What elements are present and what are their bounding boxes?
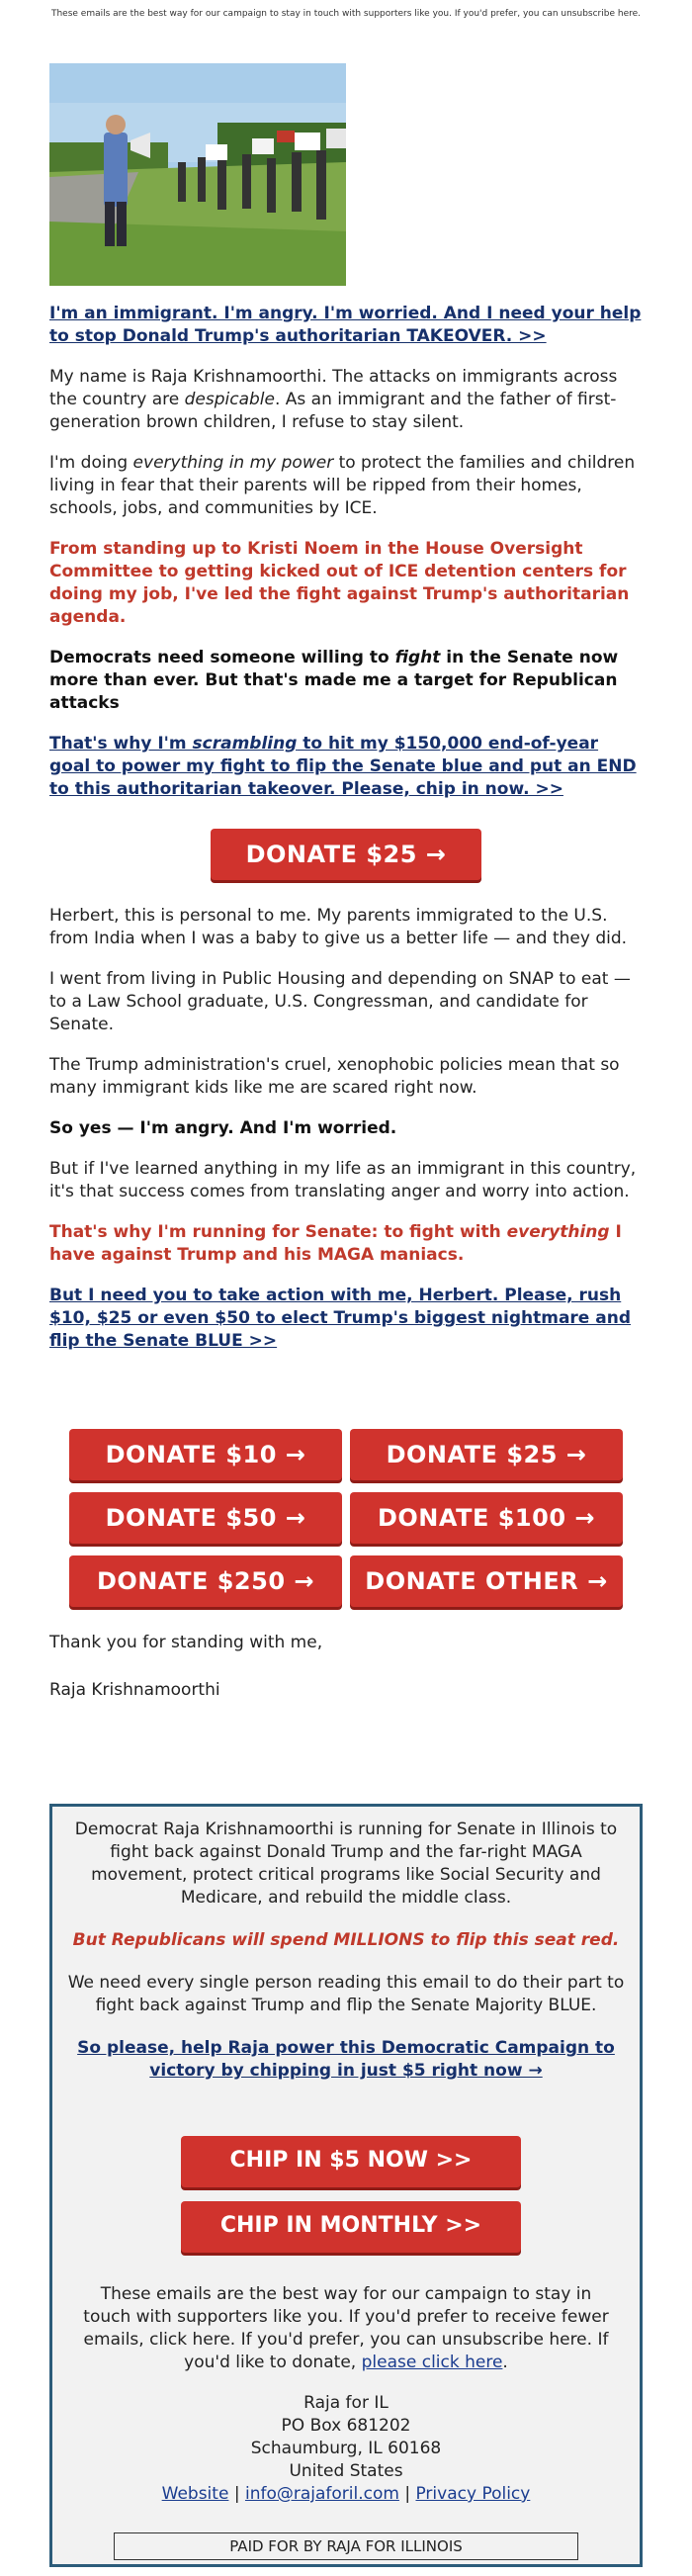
footer-chip-link[interactable]: So please, help Raja power this Democratic Campaign to victory by chipping in just $5 right now →	[77, 2038, 615, 2081]
chip-in-5-button[interactable]: CHIP IN $5 NOW >>	[181, 2136, 521, 2187]
donate-250-button[interactable]: DONATE $250 →	[69, 1555, 342, 1607]
footer-notice: These emails are the best way for our campaign to stay in touch with supporters like you. If you'd prefer to receive fewer emails, click here. If you'd prefer, you can unsubscribe here. If you'd like to donate, please click here.	[83, 2284, 609, 2372]
paragraph-red-kristi-noem: From standing up to Kristi Noem in the House Oversight Committee to getting kicked out of ICE detention centers for doing my job, I've led the fight against Trump's authoritarian agenda.	[49, 539, 630, 627]
footer-address	[52, 2392, 640, 2506]
intro-content	[49, 303, 643, 819]
take-action-link[interactable]: But I need you to take action with me, Herbert. Please, rush $10, $25 or even $50 to elect Trump's biggest nightmare and flip the Senate BLUE >>	[49, 1286, 632, 1351]
story-content	[49, 905, 643, 1371]
signoff-thanks: Thank you for standing with me,	[49, 1633, 323, 1652]
signoff-name: Raja Krishnamoorthi	[49, 1680, 220, 1700]
donate-50-button[interactable]: DONATE $50 →	[69, 1492, 342, 1544]
donate-other-button[interactable]: DONATE OTHER →	[350, 1555, 623, 1607]
footer-call: We need every single person reading this email to do their part to fight back against Trump and flip the Senate Majority BLUE.	[67, 1973, 625, 2015]
paid-for-disclaimer: PAID FOR BY RAJA FOR ILLINOIS	[114, 2532, 578, 2560]
preheader-text: These emails are the best way for our campaign to stay in touch with supporters like you. If you'd prefer, you can unsubscribe here.	[50, 9, 642, 19]
po-box: PO Box 681202	[281, 2416, 411, 2436]
footer-red-text: But Republicans will spend MILLIONS to flip this seat red.	[72, 1930, 620, 1950]
footer-links: Website | info@rajaforil.com | Privacy Policy	[161, 2484, 531, 2504]
email-link[interactable]: info@rajaforil.com	[244, 2484, 399, 2504]
website-link[interactable]: Website	[161, 2484, 229, 2504]
paragraph-fight: Democrats need someone willing to fight in the Senate now more than ever. But that's made me a target for Republican attacks	[49, 648, 619, 713]
donate-10-button[interactable]: DONATE $10 →	[69, 1429, 342, 1480]
hero-image	[49, 63, 346, 286]
donate-100-button[interactable]: DONATE $100 →	[350, 1492, 623, 1544]
goal-link[interactable]: That's why I'm scrambling to hit my $150,000 end-of-year goal to power my fight to flip the Senate blue and put an END to this authoritarian takeover. Please, chip in now. >>	[49, 734, 637, 799]
paragraph-running-senate: That's why I'm running for Senate: to fight with everything I have against Trump and his MAGA maniacs.	[49, 1222, 622, 1265]
paragraph-parents: Herbert, this is personal to me. My parents immigrated to the U.S. from India when I was a baby to give us a better life — and they did.	[49, 906, 628, 948]
donate-25-grid-button[interactable]: DONATE $25 →	[350, 1429, 623, 1480]
signoff	[49, 1632, 643, 1727]
city-state-zip: Schaumburg, IL 60168	[250, 2439, 442, 2458]
paragraph-action: But if I've learned anything in my life as an immigrant in this country, it's that success comes from translating anger and worry into action.	[49, 1159, 637, 1201]
paragraph-intro: My name is Raja Krishnamoorthi. The attacks on immigrants across the country are despicable. As an immigrant and the father of first-generation brown children, I refuse to stay silent.	[49, 367, 618, 432]
paragraph-trump-admin: The Trump administration's cruel, xenophobic policies mean that so many immigrant kids like me are scared right now.	[49, 1055, 620, 1098]
donate-25-button[interactable]: DONATE $25 →	[211, 829, 481, 880]
paragraph-angry: So yes — I'm angry. And I'm worried.	[49, 1118, 397, 1138]
paragraph-public-housing: I went from living in Public Housing and depending on SNAP to eat — to a Law School graduate, U.S. Congressman, and candidate for Senate.	[49, 969, 631, 1034]
headline-link[interactable]: I'm an immigrant. I'm angry. I'm worried. And I need your help to stop Donald Trump's authoritarian TAKEOVER. >>	[49, 304, 642, 346]
donate-click-here-link[interactable]: please click here	[361, 2353, 503, 2372]
footer-box	[49, 1804, 643, 2567]
chip-in-monthly-button[interactable]: CHIP IN MONTHLY >>	[181, 2201, 521, 2253]
org-name: Raja for IL	[303, 2393, 389, 2413]
footer-intro: Democrat Raja Krishnamoorthi is running for Senate in Illinois to fight back against Donald Trump and the far-right MAGA movement, protect critical programs like Social Security and Medicare, and rebuild the middle class.	[74, 1820, 618, 1908]
privacy-policy-link[interactable]: Privacy Policy	[415, 2484, 531, 2504]
country: United States	[289, 2461, 403, 2481]
paragraph-everything: I'm doing everything in my power to protect the families and children living in fear that their parents will be ripped from their homes, schools, jobs, and communities by ICE.	[49, 453, 636, 518]
